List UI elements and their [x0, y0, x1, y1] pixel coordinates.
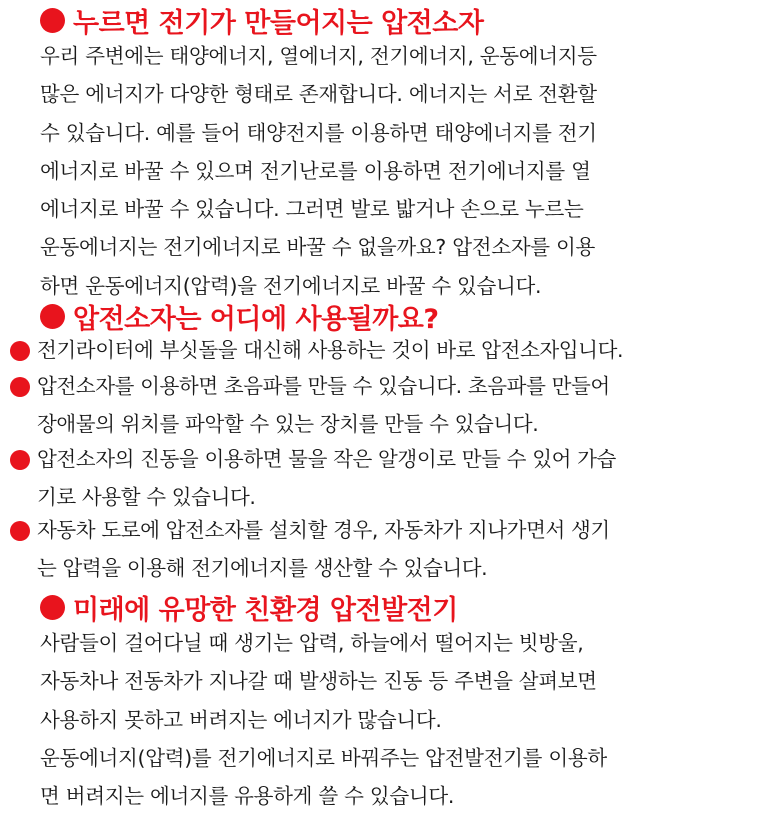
paragraph-line: 에너지로 바꿀 수 있습니다. 그러면 발로 밟거나 손으로 누르는	[40, 197, 584, 222]
bullet-icon	[10, 377, 30, 397]
section3-heading	[40, 589, 458, 625]
section1-heading	[40, 2, 483, 38]
paragraph-line: 에너지로 바꿀 수 있으며 전기난로를 이용하면 전기에너지를 열	[40, 158, 591, 183]
paragraph-line: 사용하지 못하고 버려지는 에너지가 많습니다.	[40, 707, 442, 732]
paragraph-line: 자동차나 전동차가 지나갈 때 발생하는 진동 등 주변을 살펴보면	[40, 669, 597, 694]
list-item-line	[10, 331, 755, 369]
list-item	[10, 367, 755, 444]
paragraph-line: 하면 운동에너지(압력)을 전기에너지로 바꿀 수 있습니다.	[40, 273, 542, 298]
bullet-icon	[10, 450, 30, 470]
paragraph-line: 수 있습니다. 예를 들어 태양전지를 이용하면 태양에너지를 전기	[40, 120, 597, 145]
section2-heading	[40, 298, 439, 334]
red-circle-icon	[40, 8, 65, 33]
paragraph-line: 면 버려지는 에너지를 유용하게 쓸 수 있습니다.	[40, 784, 455, 809]
section1-heading-text: 누르면 전기가 만들어지는 압전소자	[73, 7, 484, 39]
list-item-text: 자동차 도로에 압전소자를 설치할 경우, 자동차가 지나가면서 생기	[37, 518, 610, 542]
section3-heading-text: 미래에 유망한 친환경 압전발전기	[73, 594, 458, 626]
list-item-line	[10, 367, 755, 405]
paragraph-line: 사람들이 걸어다닐 때 생기는 압력, 하늘에서 떨어지는 빗방울,	[40, 631, 584, 655]
section2-heading-text: 압전소자는 어디에 사용될까요?	[73, 303, 439, 335]
list-item-text: 기로 사용할 수 있습니다.	[37, 485, 256, 510]
paragraph-line: 운동에너지(압력)를 전기에너지로 바꿔주는 압전발전기를 이용하	[40, 745, 607, 770]
list-item-text: 전기라이터에 부싯돌을 대신해 사용하는 것이 바로 압전소자입니다.	[37, 338, 624, 362]
list-item	[10, 511, 755, 588]
section3-paragraph	[40, 624, 755, 815]
list-item-line	[10, 440, 755, 478]
paragraph-line: 우리 주변에는 태양에너지, 열에너지, 전기에너지, 운동에너지등	[40, 44, 597, 68]
list-item-text: 장애물의 위치를 파악할 수 있는 장치를 만들 수 있습니다.	[37, 412, 539, 437]
red-circle-icon	[40, 595, 65, 620]
list-item-line	[10, 549, 755, 587]
list-item	[10, 331, 755, 369]
list-item-text: 압전소자를 이용하면 초음파를 만들 수 있습니다. 초음파를 만들어	[37, 374, 610, 398]
list-item-text: 압전소자의 진동을 이용하면 물을 작은 알갱이로 만들 수 있어 가습	[37, 447, 616, 471]
paragraph-line: 운동에너지는 전기에너지로 바꿀 수 없을까요? 압전소자를 이용	[40, 235, 595, 260]
list-item	[10, 440, 755, 517]
paragraph-line: 많은 에너지가 다양한 형태로 존재합니다. 에너지는 서로 전환할	[40, 82, 597, 107]
section1-paragraph	[40, 37, 755, 305]
list-item-text: 는 압력을 이용해 전기에너지를 생산할 수 있습니다.	[37, 556, 488, 581]
bullet-icon	[10, 521, 30, 541]
bullet-icon	[10, 341, 30, 361]
list-item-line	[10, 511, 755, 549]
list-item-line	[10, 405, 755, 443]
red-circle-icon	[40, 304, 65, 329]
